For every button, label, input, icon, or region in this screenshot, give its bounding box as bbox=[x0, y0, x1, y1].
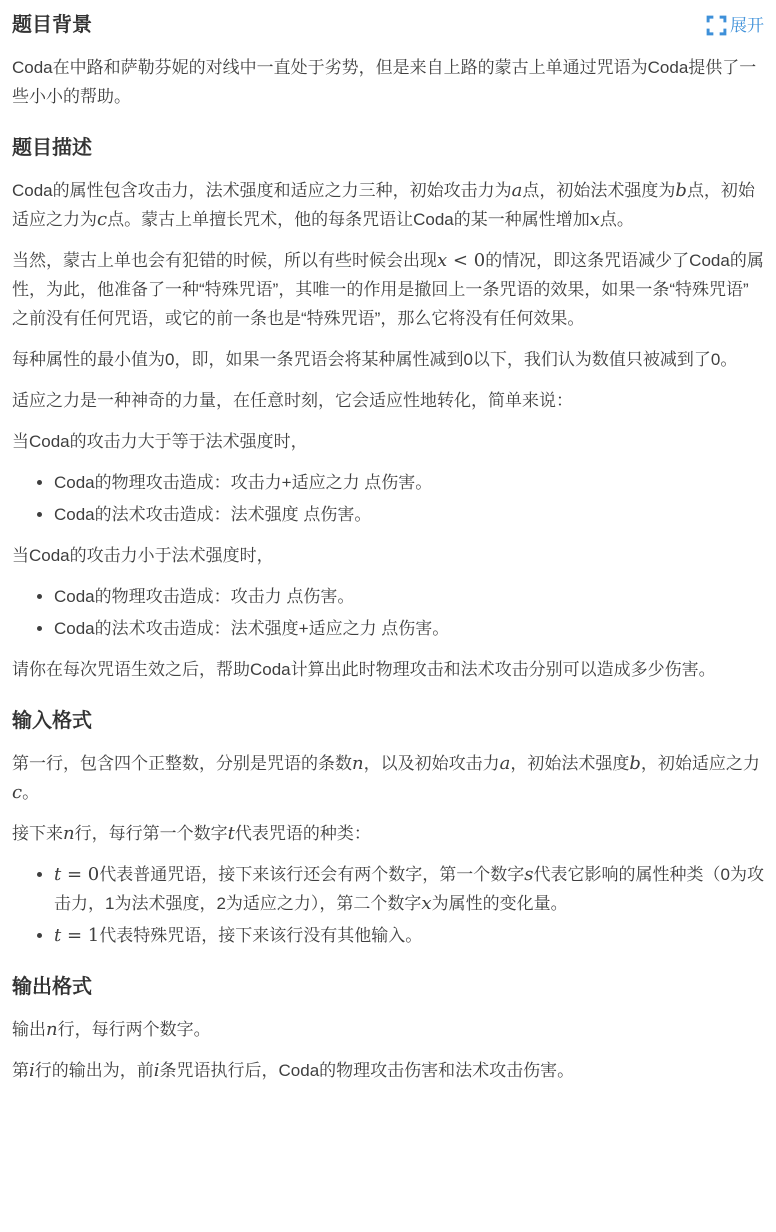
paragraph-output-1 bbox=[12, 1015, 764, 1044]
text-segment: Coda的物理攻击造成：攻击力 点伤害。 bbox=[54, 587, 355, 606]
text-segment: 点，初始法术强度为 bbox=[522, 181, 676, 200]
damage-list-attack-ge-ap bbox=[12, 468, 764, 529]
math-segment: i bbox=[153, 1060, 160, 1081]
text-segment: 代表咒语的种类： bbox=[234, 824, 371, 843]
math-segment: x bbox=[421, 893, 432, 914]
list-item bbox=[54, 468, 764, 497]
math-segment: b bbox=[629, 753, 641, 774]
text-segment: 点。 bbox=[599, 210, 634, 229]
paragraph-description-1 bbox=[12, 176, 764, 234]
list-item bbox=[54, 500, 764, 529]
math-segment: n bbox=[352, 753, 364, 774]
text-segment: 行，每行第一个数字 bbox=[74, 824, 228, 843]
paragraph-input-2 bbox=[12, 819, 764, 848]
section-description bbox=[12, 135, 764, 684]
section-header-input bbox=[12, 708, 764, 735]
list-item bbox=[54, 582, 764, 611]
text-segment: ，初始法术强度 bbox=[510, 754, 630, 773]
text-segment: 当Coda的攻击力大于等于法术强度时， bbox=[12, 432, 308, 451]
text-segment: 当然，蒙古上单也会有犯错的时候，所以有些时候会出现 bbox=[12, 251, 437, 270]
math-segment: c bbox=[97, 209, 108, 230]
section-header-background bbox=[12, 12, 764, 39]
section-header-description bbox=[12, 135, 764, 162]
section-title-output: 输出格式 bbox=[12, 976, 92, 998]
math-segment: x bbox=[437, 250, 448, 271]
math-segment: n bbox=[63, 823, 75, 844]
expand-label: 展开 bbox=[730, 16, 764, 35]
text-segment: ，以及初始攻击力 bbox=[363, 754, 500, 773]
spell-type-list bbox=[12, 860, 764, 950]
text-segment: 第一行，包含四个正整数，分别是咒语的条数 bbox=[12, 754, 352, 773]
section-input-format bbox=[12, 708, 764, 950]
text-segment: 接下来 bbox=[12, 824, 63, 843]
paragraph-background-1 bbox=[12, 53, 764, 111]
text-segment: 输出 bbox=[12, 1020, 46, 1039]
text-segment: Coda的法术攻击造成：法术强度 点伤害。 bbox=[54, 505, 372, 524]
math-segment: a bbox=[511, 180, 523, 201]
list-item bbox=[54, 921, 764, 950]
problem-statement bbox=[12, 12, 764, 1085]
paragraph-description-7 bbox=[12, 655, 764, 684]
text-segment: Coda的法术攻击造成：法术强度+适应之力 点伤害。 bbox=[54, 619, 450, 638]
math-segment: s bbox=[524, 864, 534, 885]
math-segment: b bbox=[675, 180, 687, 201]
text-segment: ，初始适应之力 bbox=[640, 754, 760, 773]
section-title-input: 输入格式 bbox=[12, 710, 92, 732]
text-segment: 代表特殊咒语，接下来该行没有其他输入。 bbox=[99, 926, 423, 945]
section-title-background: 题目背景 bbox=[12, 14, 92, 36]
math-segment: n bbox=[46, 1019, 58, 1040]
math-segment: i bbox=[29, 1060, 35, 1081]
text-segment: 为属性的变化量。 bbox=[431, 894, 568, 913]
paragraph-description-5 bbox=[12, 427, 764, 456]
text-segment: 点。蒙古上单擅长咒术，他的每条咒语让Coda的某一种属性增加 bbox=[107, 210, 590, 229]
text-segment: 第 bbox=[12, 1061, 29, 1080]
paragraph-description-6 bbox=[12, 541, 764, 570]
text-segment: 适应之力是一种神奇的力量，在任意时刻，它会适应性地转化，简单来说： bbox=[12, 391, 573, 410]
text-segment: Coda的物理攻击造成：攻击力+适应之力 点伤害。 bbox=[54, 473, 433, 492]
paragraph-output-2 bbox=[12, 1056, 764, 1085]
section-header-output bbox=[12, 974, 764, 1001]
math-segment: x bbox=[589, 209, 600, 230]
text-segment: 当Coda的攻击力小于法术强度时， bbox=[12, 546, 274, 565]
section-background bbox=[12, 12, 764, 111]
expand-corners-icon bbox=[706, 15, 727, 36]
math-segment: t bbox=[227, 823, 235, 844]
list-item bbox=[54, 614, 764, 643]
expand-button[interactable] bbox=[706, 15, 764, 36]
text-segment: 行的输出为，前 bbox=[34, 1061, 154, 1080]
text-segment: 的情况，即这条咒语减少了Coda的属性，为此，他准备了一种“特殊咒语”，其唯一的作用是撤回上一条咒语的效果，如果一条“特殊咒语”之前没有任何咒语，或它的前一条也是“特殊咒语”，那么它将没有任何效果。 bbox=[12, 251, 764, 328]
section-title-description: 题目描述 bbox=[12, 137, 92, 159]
text-segment: 代表它影响的属性种类（0为攻击力，1为法术强度，2为适应之力），第二个数字 bbox=[54, 865, 764, 913]
math-segment: a bbox=[499, 753, 511, 774]
paragraph-description-4 bbox=[12, 386, 764, 415]
math-segment: = 0 bbox=[61, 864, 100, 885]
paragraph-input-1 bbox=[12, 749, 764, 807]
math-segment: < 0 bbox=[447, 250, 486, 271]
text-segment: 代表普通咒语，接下来该行还会有两个数字，第一个数字 bbox=[99, 865, 525, 884]
damage-list-attack-lt-ap bbox=[12, 582, 764, 643]
text-segment: Coda的属性包含攻击力，法术强度和适应之力三种，初始攻击力为 bbox=[12, 181, 512, 200]
list-item bbox=[54, 860, 764, 918]
math-segment: = 1 bbox=[61, 925, 100, 946]
section-output-format bbox=[12, 974, 764, 1085]
math-segment: t bbox=[54, 864, 62, 885]
text-segment: 点，初始适应之力为 bbox=[12, 181, 755, 229]
text-segment: 。 bbox=[22, 783, 40, 802]
text-segment: 请你在每次咒语生效之后，帮助Coda计算出此时物理攻击和法术攻击分别可以造成多少伤害。 bbox=[12, 660, 716, 679]
paragraph-description-2 bbox=[12, 246, 764, 333]
math-segment: t bbox=[54, 925, 62, 946]
text-segment: 每种属性的最小值为0，即，如果一条咒语会将某种属性减到0以下，我们认为数值只被减到了0。 bbox=[12, 350, 738, 369]
paragraph-description-3 bbox=[12, 345, 764, 374]
text-segment: 条咒语执行后，Coda的物理攻击伤害和法术攻击伤害。 bbox=[159, 1061, 575, 1080]
text-segment: 行，每行两个数字。 bbox=[57, 1020, 211, 1039]
text-segment: Coda在中路和萨勒芬妮的对线中一直处于劣势，但是来自上路的蒙古上单通过咒语为Coda提供了一些小小的帮助。 bbox=[12, 58, 757, 106]
math-segment: c bbox=[12, 782, 23, 803]
